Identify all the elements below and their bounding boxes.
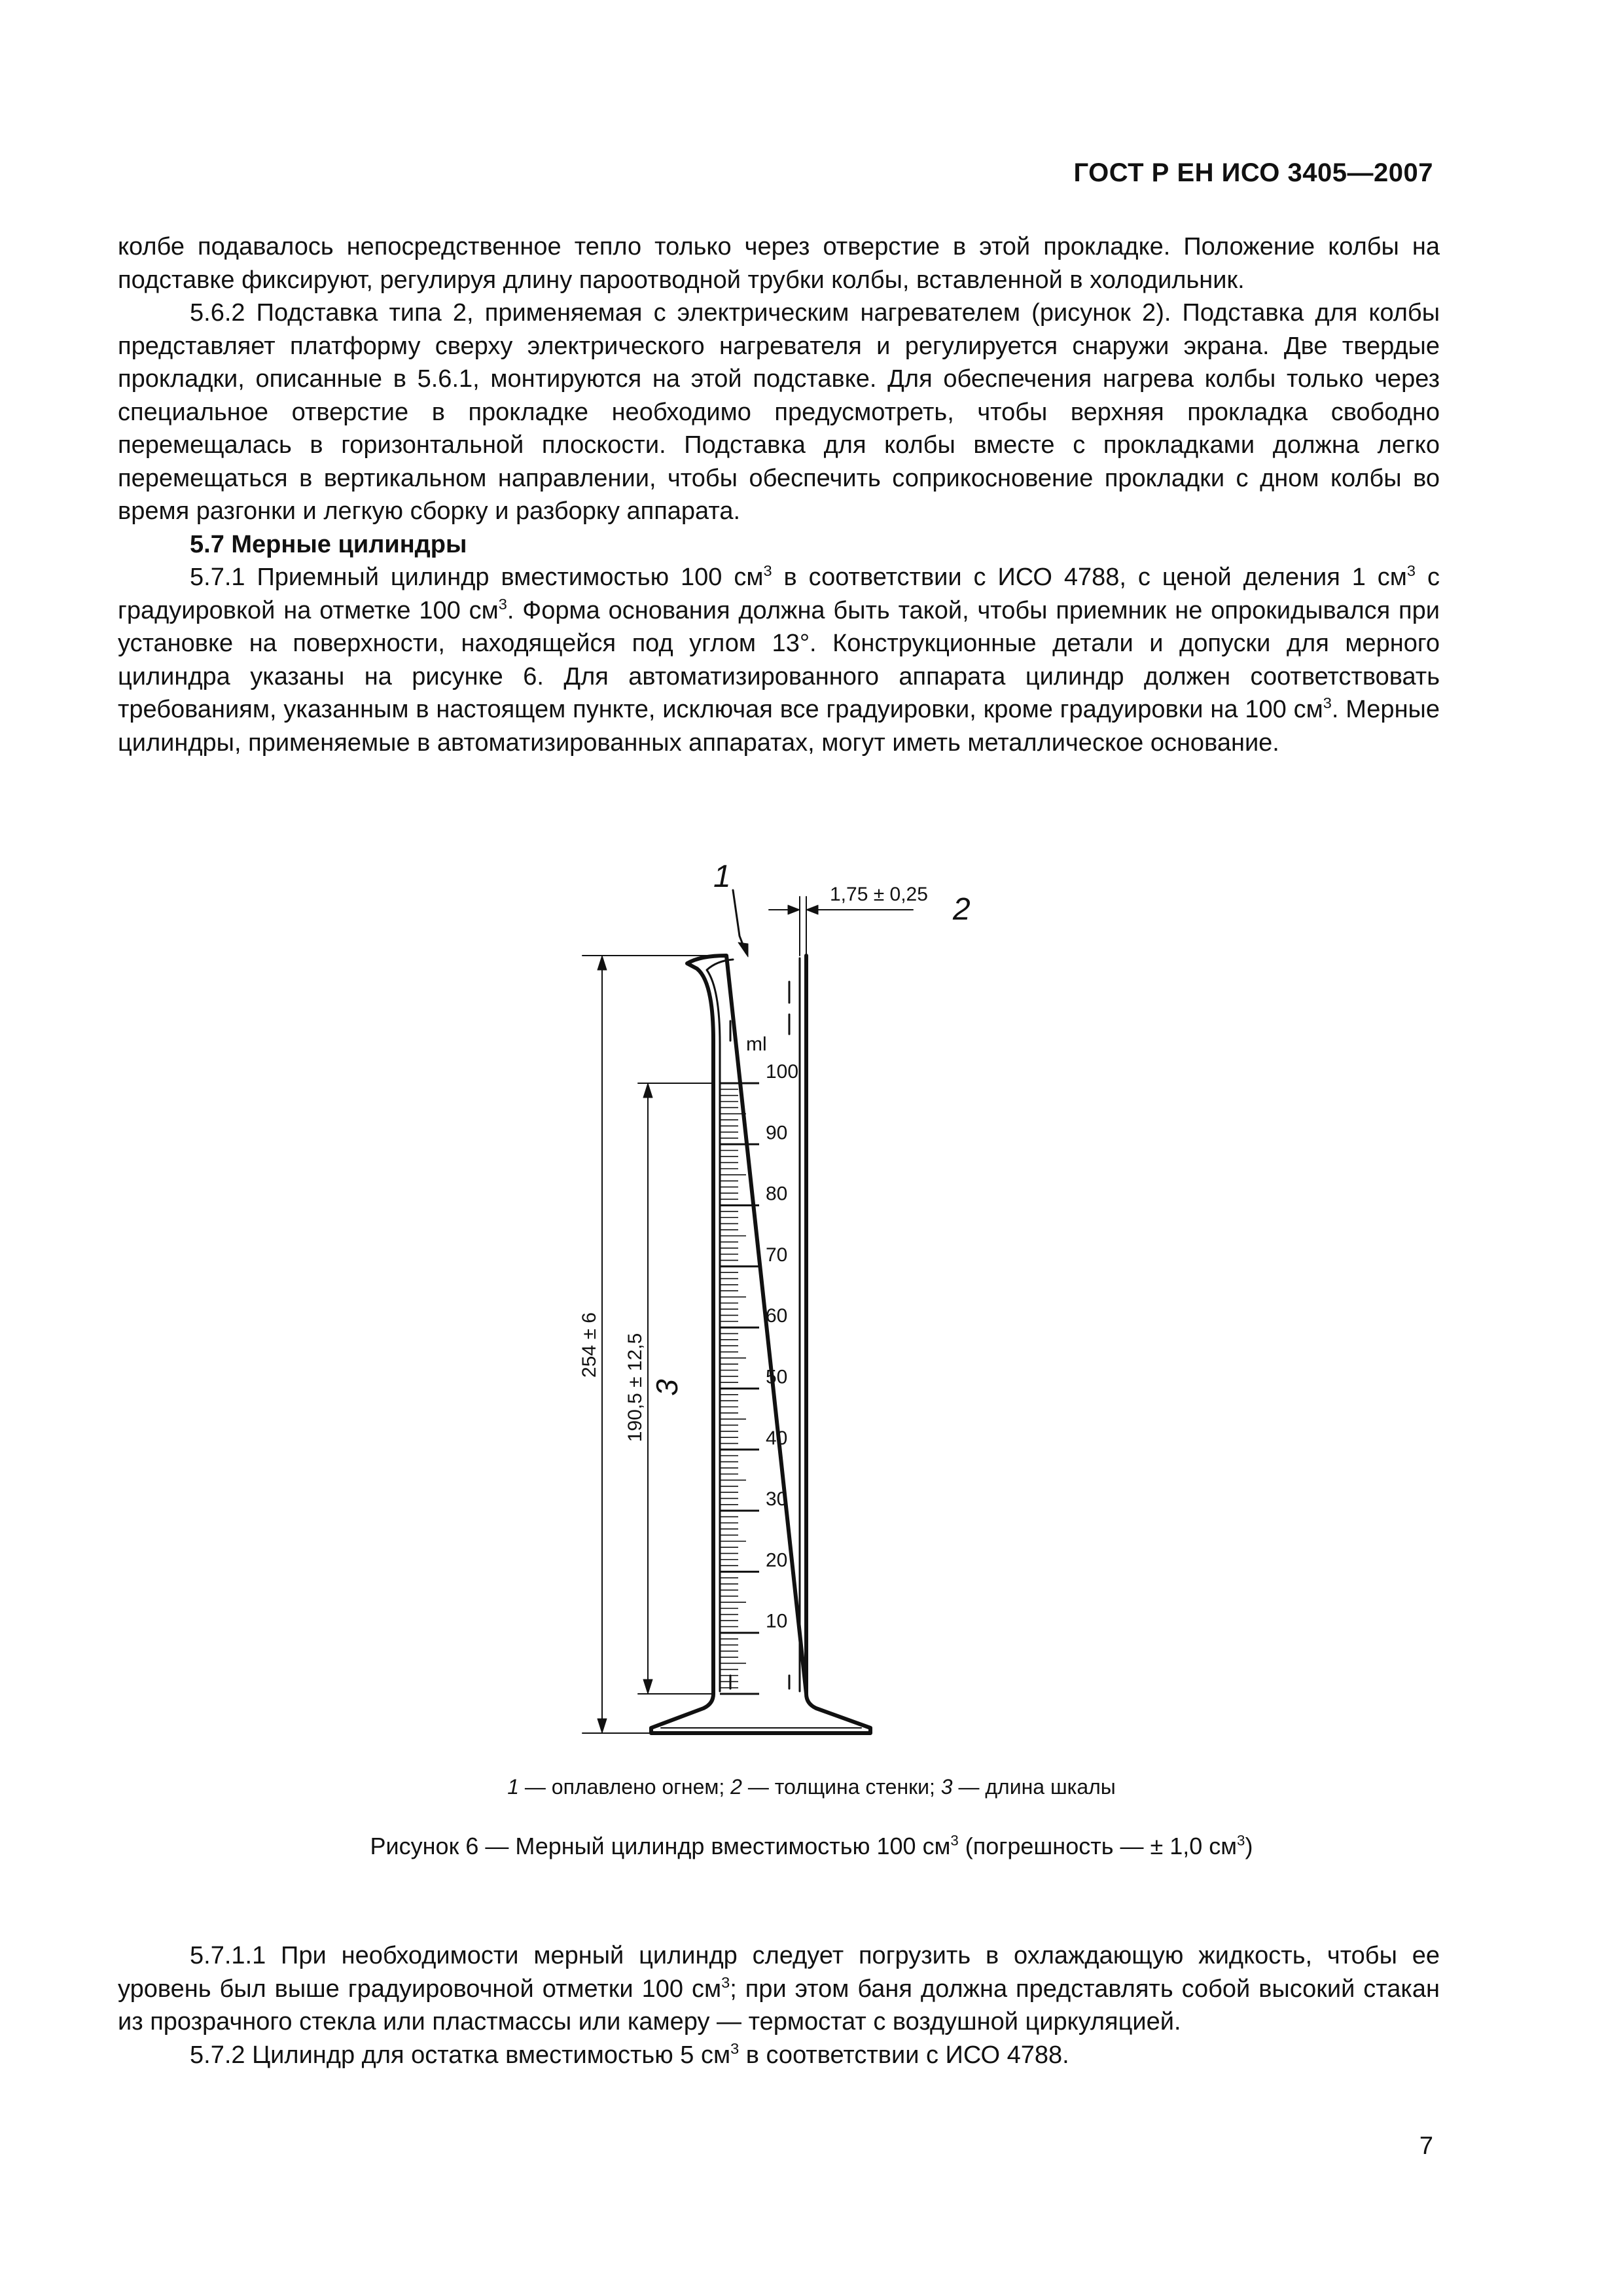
scale-length-label: 190,5 ± 12,5 <box>624 1333 646 1443</box>
scale-label: 20 <box>766 1549 788 1571</box>
figure-6-measuring-cylinder <box>0 831 1623 1748</box>
callout-1: 1 <box>713 859 731 894</box>
scale-label: 50 <box>766 1366 788 1388</box>
paragraph-5-7-1: 5.7.1 Приемный цилиндр вместимостью 100 $см^3$ в соответствии с ИСО 4788, с ценой деления 1 $см^3$ с градуировкой на отметке 100 $см^3$. Форма основания должна быть такой, чтобы приемник не опрокидывался при установке на поверхности, находящейся под углом 13°. Конструкционные детали и допуски для мерного цилиндра указаны на рисунке 6. Для автоматизированного аппарата цилиндр должен соответствовать требованиям, указанным в настоящем пункте, исключая все градуировки, кроме градуировки на 100 $см^3$. Мерные цилиндры, применяемые в автоматизированных аппаратах, могут иметь металлическое основание. <box>118 562 1440 757</box>
paragraph-5-7-2: 5.7.2 Цилиндр для остатка вместимостью 5 $см^3$ в соответствии с ИСО 4788. <box>190 2039 1069 2069</box>
scale-label: 100 <box>766 1061 799 1083</box>
paragraph-5-7-1-1: 5.7.1.1 При необходимости мерный цилиндр следует погрузить в охлаждающую жидкость, чтобы ее уровень был выше градуировочной отметки 100 $см^3$; при этом баня должна представлять собой высокий стакан из прозрачного стекла или пластмассы или камеру — термостат с воздушной циркуляцией. <box>118 1942 1440 2036</box>
paragraph-5-6-2: 5.6.2 Подставка типа 2, применяемая с электрическим нагревателем (рисунок 2). Подставка для колбы представляет платформу сверху электрического нагревателя и регулируется снаружи экрана. Две твердые прокладки, описанные в 5.6.1, монтируются на этой подставке. Для обеспечения нагрева колбы только через специальное отверстие в прокладке необходимо предусмотреть, чтобы верхняя прокладка свободно перемещалась в горизонтальной плоскости. Подставка для колбы вместе с прокладками должна легко перемещаться в вертикальном направлении, чтобы обеспечить соприкосновение прокладки с дном колбы во время разгонки и легкую сборку и разборку аппарата. <box>118 299 1440 525</box>
unit-label: ml <box>746 1033 767 1055</box>
scale-label: 40 <box>766 1427 788 1449</box>
scale-label: 90 <box>766 1122 788 1144</box>
paragraph-continuation: колбе подавалось непосредственное тепло только через отверстие в этой прокладке. Положение колбы на подставке фиксируют, регулируя длину пароотводной трубки колбы, вставленной в холодильник. <box>118 233 1440 294</box>
callout-2: 2 <box>953 892 971 927</box>
scale-label: 80 <box>766 1183 788 1205</box>
body-text-bottom <box>118 1939 1440 2072</box>
wall-thickness-label: 1,75 ± 0,25 <box>830 884 928 905</box>
graduation-scale <box>720 1083 759 1694</box>
body-text-top <box>118 230 1440 759</box>
cylinder-drawing <box>0 831 1623 1748</box>
section-heading-5-7: 5.7 Мерные цилиндры <box>190 530 467 558</box>
scale-label: 30 <box>766 1488 788 1511</box>
page-number: 7 <box>1419 2132 1433 2160</box>
document-header: ГОСТ Р ЕН ИСО 3405—2007 <box>1073 158 1433 187</box>
scale-label: 70 <box>766 1244 788 1266</box>
figure-legend: 1 — оплавлено огнем; 2 — толщина стенки; 3 — длина шкалы <box>507 1775 1116 1799</box>
scale-label: 10 <box>766 1610 788 1632</box>
callout-3: 3 <box>650 1379 684 1396</box>
total-height-label: 254 ± 6 <box>579 1312 600 1378</box>
figure-caption: Рисунок 6 — Мерный цилиндр вместимостью 100 $см^3$ (погрешность — ± 1,0 $см^3$) <box>370 1832 1253 1859</box>
scale-label: 60 <box>766 1305 788 1327</box>
